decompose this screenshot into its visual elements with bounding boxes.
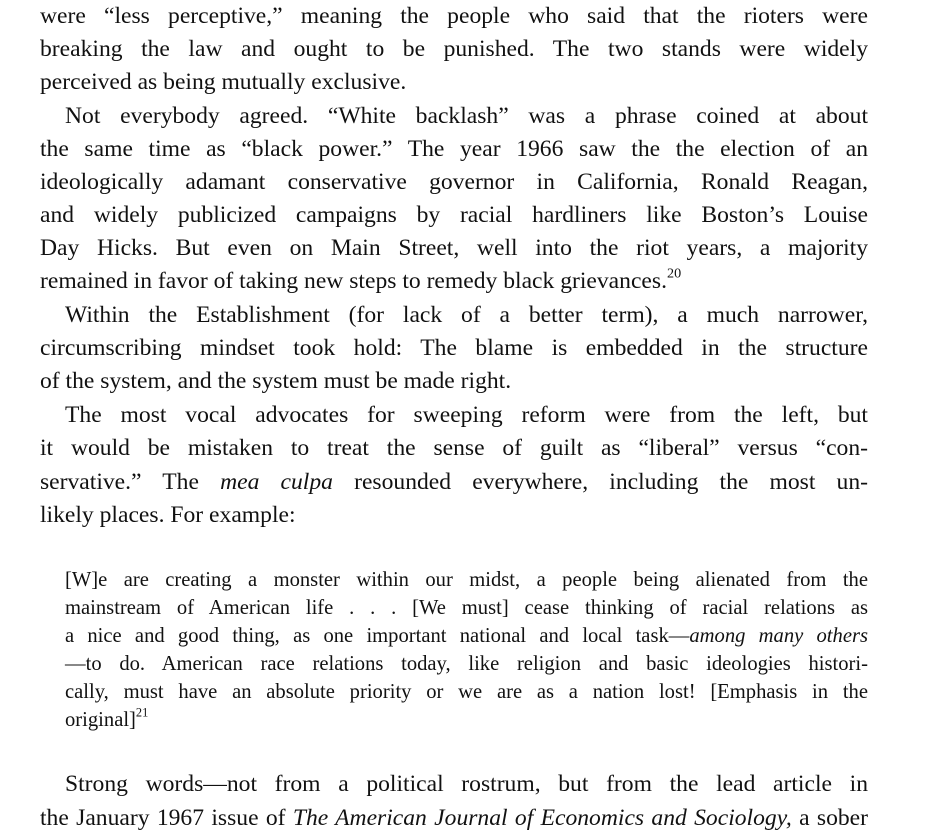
- block-quote-line-6-text: original]: [65, 709, 136, 731]
- paragraph-4-line-2: it would be mistaken to treat the sense of guilt as “liberal” versus “con-: [40, 435, 868, 461]
- paragraph-4-line-3: [40, 466, 868, 499]
- paragraph-4-line-1: The most vocal advocates for sweeping reform were from the left, but: [65, 402, 868, 428]
- paragraph-1-line-3: perceived as being mutually exclusive.: [40, 69, 407, 95]
- block-quote-line-6: [65, 706, 868, 734]
- paragraph-2-line-2: the same time as “black power.” The year 1966 saw the the election of an: [40, 136, 868, 162]
- paragraph-4-line-3-end: resounded everywhere, including the most un-: [332, 469, 868, 495]
- block-quote-line-3-start: a nice and good thing, as one important national and local task—: [65, 625, 690, 647]
- among-many-others-italic: among many others: [689, 625, 868, 647]
- block-quote-line-1: [W]e are creating a monster within our midst, a people being alienated from the: [65, 569, 868, 591]
- paragraph-5-line-2-end: a sober: [791, 805, 869, 831]
- footnote-marker-21: 21: [135, 705, 149, 720]
- paragraph-2-line-6-text: remained in favor of taking new steps to remedy black grievances.: [40, 268, 667, 294]
- block-quote-line-2: mainstream of American life . . . [We must] cease thinking of racial relations as: [65, 597, 868, 619]
- block-quote-line-5: cally, must have an absolute priority or we are as a nation lost! [Emphasis in the: [65, 681, 868, 703]
- paragraph-2-line-5: Day Hicks. But even on Main Street, well into the riot years, a majority: [40, 235, 868, 261]
- paragraph-5-line-1: Strong words—not from a political rostrum, but from the lead article in: [65, 771, 868, 797]
- paragraph-2-line-6: [40, 265, 868, 298]
- journal-title-italic: The American Journal of Economics and Sociology,: [292, 805, 792, 831]
- paragraph-2-line-3: ideologically adamant conservative governor in California, Ronald Reagan,: [40, 169, 868, 195]
- block-quote-line-4: —to do. American race relations today, like religion and basic ideologies histori-: [65, 653, 868, 675]
- paragraph-1-line-2: breaking the law and ought to be punished. The two stands were widely: [40, 36, 868, 62]
- paragraph-2-line-1: Not everybody agreed. “White backlash” was a phrase coined at about: [65, 103, 868, 129]
- paragraph-5-line-2: [40, 802, 868, 835]
- paragraph-3-line-2: circumscribing mindset took hold: The blame is embedded in the structure: [40, 335, 868, 361]
- paragraph-4-line-3-start: servative.” The: [40, 469, 221, 495]
- paragraph-4-line-4: likely places. For example:: [40, 502, 296, 528]
- paragraph-2-line-4: and widely publicized campaigns by racial hardliners like Boston’s Louise: [40, 202, 868, 228]
- footnote-marker-20: 20: [666, 265, 682, 282]
- paragraph-5-line-2-start: the January 1967 issue of: [40, 805, 293, 831]
- paragraph-3-line-1: Within the Establishment (for lack of a better term), a much narrower,: [65, 302, 868, 328]
- paragraph-1-line-1: were “less perceptive,” meaning the people who said that the rioters were: [40, 3, 868, 29]
- mea-culpa-italic: mea culpa: [220, 469, 333, 495]
- block-quote-line-3: [65, 622, 868, 650]
- paragraph-3-line-3: of the system, and the system must be made right.: [40, 368, 512, 394]
